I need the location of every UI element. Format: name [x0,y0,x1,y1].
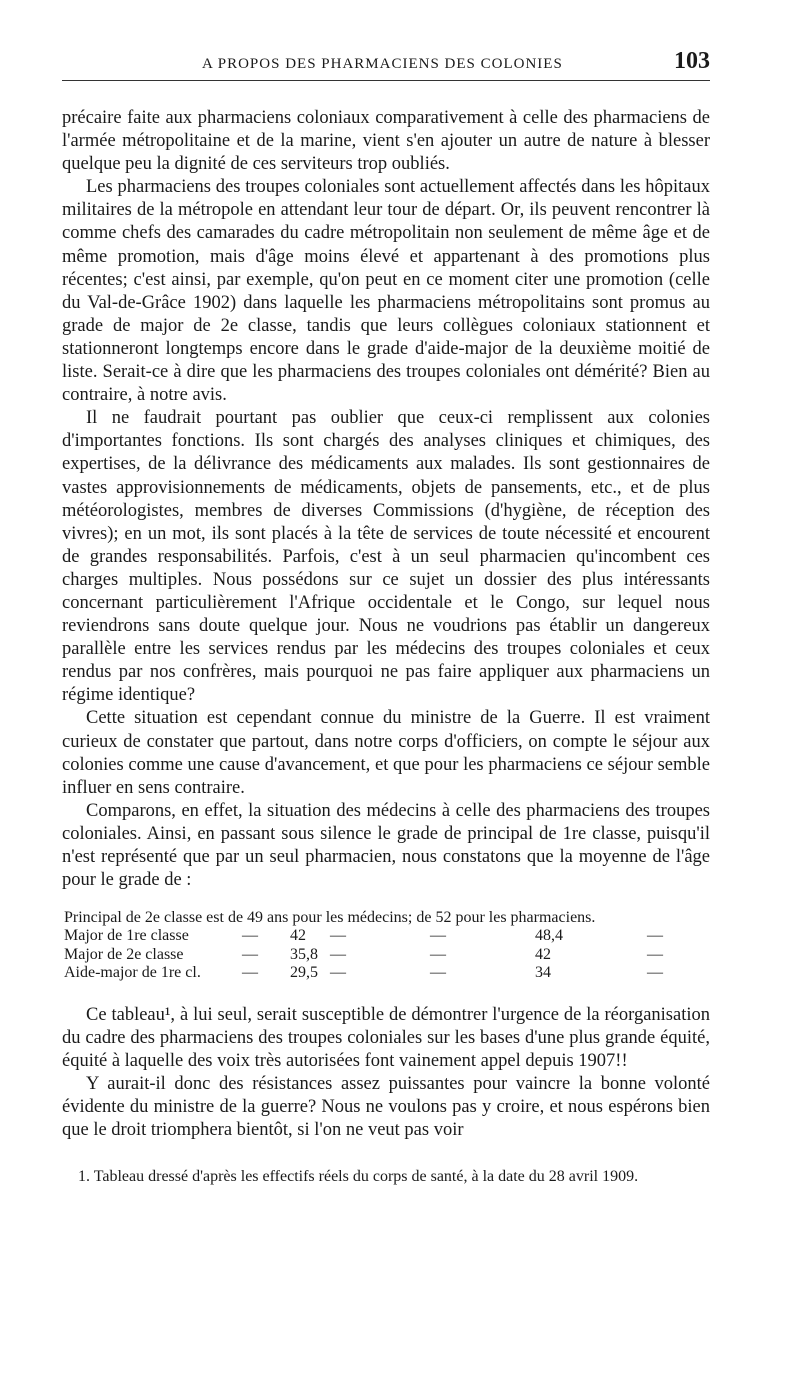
medecins-age: 35,8 [290,945,318,963]
book-page [62,46,710,1187]
dash: — [330,963,346,981]
age-comparison-table [62,909,710,982]
dash: — [242,963,258,981]
paragraph: Ce tableau¹, à lui seul, serait susceptible de démontrer l'urgence de la réorganisation du cadre des pharmaciens des troupes coloniales sur les bases d'une plus grande équité, équité à laquelle des voix très autorisées font vainement appel depuis 1907!! [62,1004,710,1072]
paragraph: Cette situation est cependant connue du ministre de la Guerre. Il est vraiment curieux de constater que partout, dans notre corps d'officiers, on compte le séjour aux colonies comme une cause d'avancement, et que pour les pharmaciens ce séjour semble influer en sens contraire. [62,708,710,798]
footnote [62,1167,710,1187]
row-label: Aide-major de 1re cl. [64,963,201,981]
dash: — [647,963,663,981]
dash: — [430,945,446,963]
medecins-age: 42 [290,927,306,945]
pharmaciens-age: 48,4 [535,927,563,945]
dash: — [330,927,346,945]
row-label: Major de 2e classe [64,945,184,963]
paragraph: Comparons, en effet, la situation des médecins à celle des pharmaciens des troupes coloniales. Ainsi, en passant sous silence le grade de principal de 1re classe, puisqu'il n'est représenté que par un seul pharmacien, nous constatons que la moyenne de l'âge pour le grade de : [62,800,710,891]
dash: — [330,945,346,963]
page-header [62,46,710,80]
table-row [62,927,710,945]
table-row [62,909,710,927]
dash: — [242,927,258,945]
dash: — [647,927,663,945]
medecins-age: 29,5 [290,963,318,981]
running-title: A PROPOS DES PHARMACIENS DES COLONIES [202,56,563,72]
dash: — [242,945,258,963]
pharmaciens-age: 42 [535,945,551,963]
dash: — [430,927,446,945]
row-label: Major de 1re classe [64,927,189,945]
table-row [62,946,710,964]
after-table-text [62,1004,710,1143]
paragraph: précaire faite aux pharmaciens coloniaux comparativement à celle des pharmaciens de l'armée métropolitaine et de la marine, vient s'en ajouter un autre de nature à blesser quelque peu la dignité de ces serviteurs trop oubliés. [62,108,710,175]
paragraph: Les pharmaciens des troupes coloniales sont actuellement affectés dans les hôpitaux militaires de la métropole en attendant leur tour de départ. Or, ils peuvent rencontrer là comme chefs des camarades du cadre métropolitain non seulement de même âge et de même promotion, mais d'âge moins élevé et appartenant à des promotions plus récentes; c'est ainsi, par exemple, qu'on peut en ce moment citer une promotion (celle du Val-de-Grâce 1902) dans laquelle les pharmaciens métropolitains sont promus au grade de major de 2e classe, tandis que leurs collègues coloniaux stationnent et stationneront longtemps encore dans le grade d'aide-major de la deuxième moitié de liste. Serait-ce à dire que les pharmaciens des troupes coloniales ont démérité? Bien au contraire, à notre avis. [62,177,710,406]
body-text [62,107,710,1143]
dash: — [430,963,446,981]
header-rule [62,80,710,81]
paragraph: Il ne faudrait pourtant pas oublier que ceux-ci remplissent aux colonies d'importantes fonctions. Ils sont chargés des analyses cliniques et chimiques, des expertises, de la délivrance des médicaments aux malades. Ils sont gestionnaires de vastes approvisionnements de médicaments, objets de pansements, etc., et de plus météorologistes, membres de diverses Commissions (d'hygiène, de réception des vivres); en un mot, ils sont placés à la tête de services de toute nécessité et encourent de grandes responsabilités. Parfois, c'est à un seul pharmacien qu'incombent ces charges multiples. Nous possédons sur ce sujet un dossier des plus intéressants concernant particulièrement l'Afrique occidentale et le Congo, sur lequel nous reviendrons sans doute quelque jour. Nous ne voudrions pas établir un dangereux parallèle entre les services rendus par les médecins des troupes coloniales et ceux rendus par nos confrères, mais pourquoi ne pas faire appliquer aux pharmaciens un régime identique? [62,408,710,706]
paragraph: Y aurait-il donc des résistances assez puissantes pour vaincre la bonne volonté évidente du ministre de la guerre? Nous ne voulons pas y croire, et nous espérons bien que le droit triomphera bientôt, si l'on ne veut pas voir [62,1074,710,1141]
page-number: 103 [674,48,710,74]
footnote-text: 1. Tableau dressé d'après les effectifs réels du corps de santé, à la date du 28 avril 1909. [78,1167,639,1185]
pharmaciens-age: 34 [535,963,551,981]
table-row [62,964,710,982]
dash: — [647,945,663,963]
table-first-row: Principal de 2e classe est de 49 ans pour les médecins; de 52 pour les pharmaciens. [64,909,596,927]
